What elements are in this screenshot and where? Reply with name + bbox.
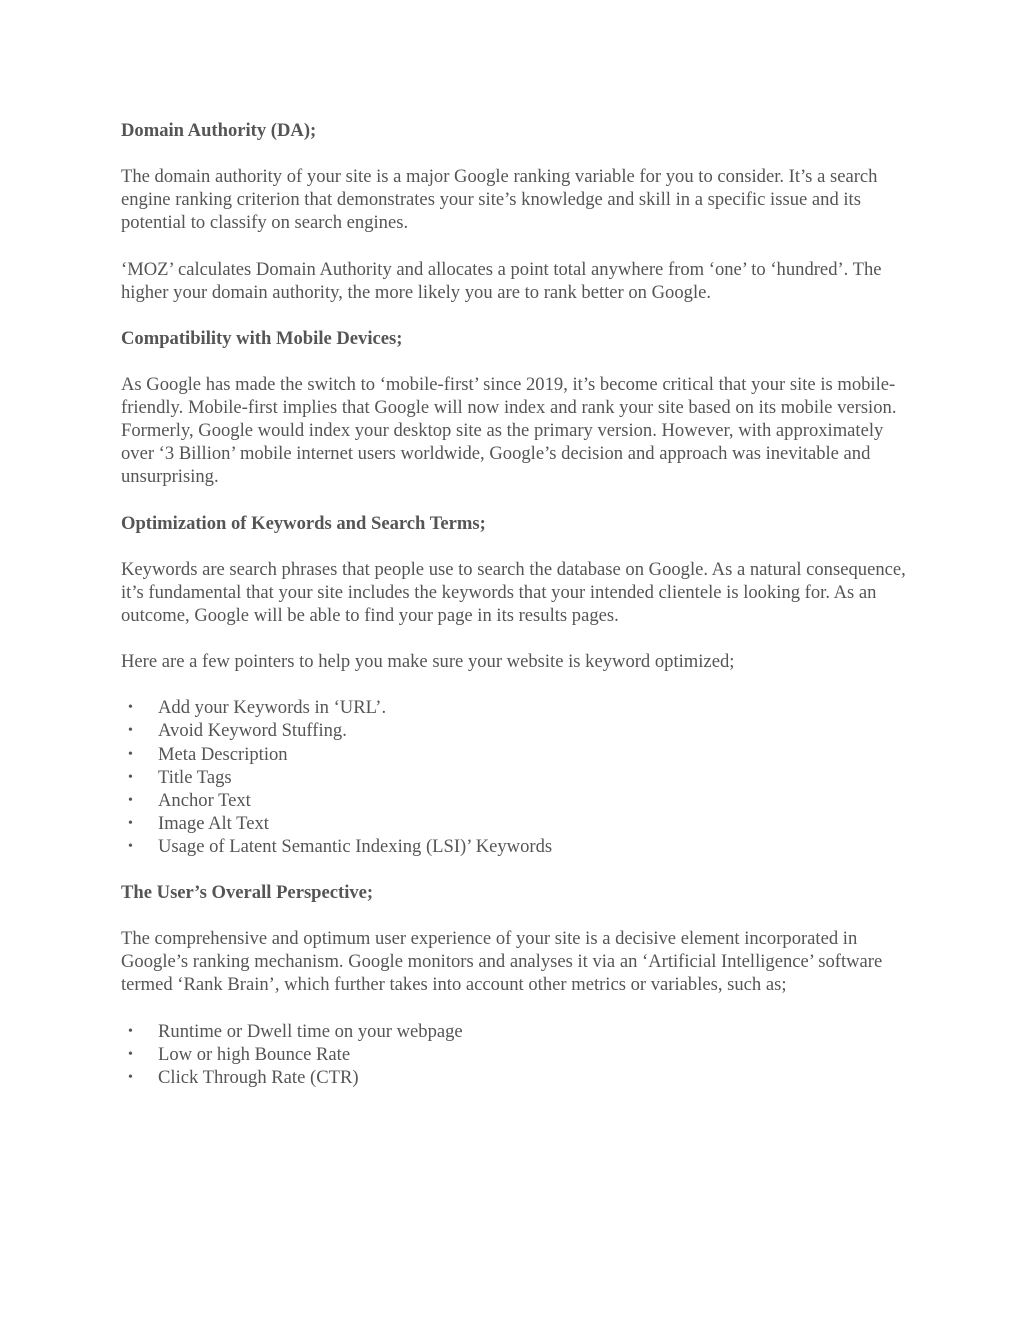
list-item xyxy=(121,812,911,835)
paragraph-moz-score: ‘MOZ’ calculates Domain Authority and allocates a point total anywhere from ‘one’ to ‘hundred’. The higher your domain authority, the more likely you are to rank better on Google. xyxy=(121,258,882,303)
paragraph-mobile-first: As Google has made the switch to ‘mobile-first’ since 2019, it’s become critical that your site is mobile-friendly. Mobile-first implies that Google will now index and rank your site based on its mobile version. Formerly, Google would index your desktop site as the primary version. However, with approximately over ‘3 Billion’ mobile internet users worldwide, Google’s decision and approach was inevitable and unsurprising. xyxy=(121,374,897,488)
list-item xyxy=(121,1043,911,1066)
list-item xyxy=(121,766,911,789)
bullet-icon: • xyxy=(128,746,133,762)
list-item xyxy=(121,696,911,719)
list-item xyxy=(121,835,911,858)
bullet-icon: • xyxy=(128,792,133,808)
list-item xyxy=(121,743,911,766)
bullet-icon: • xyxy=(128,700,133,716)
list-item-text: Click Through Rate (CTR) xyxy=(158,1066,359,1088)
paragraph-domain-authority-intro: The domain authority of your site is a major Google ranking variable for you to consider. It’s a search engine ranking criterion that demonstrates your site’s knowledge and skill in a specific issue and its potential to classify on search engines. xyxy=(121,166,878,234)
bullet-icon: • xyxy=(128,1046,133,1062)
keyword-tips-list xyxy=(121,696,911,858)
list-item-text: Low or high Bounce Rate xyxy=(158,1043,351,1065)
list-item-text: Meta Description xyxy=(158,743,288,765)
list-item-text: Image Alt Text xyxy=(158,812,269,834)
user-metrics-list xyxy=(121,1020,911,1089)
list-item-text: Add your Keywords in ‘URL’. xyxy=(158,697,387,719)
bullet-icon: • xyxy=(128,838,133,854)
list-item xyxy=(121,789,911,812)
bullet-icon: • xyxy=(128,815,133,831)
paragraph-keywords-pointers: Here are a few pointers to help you make sure your website is keyword optimized; xyxy=(121,651,735,673)
paragraph-user-experience: The comprehensive and optimum user experience of your site is a decisive element incorporated in Google’s ranking mechanism. Google monitors and analyses it via an ‘Artificial Intelligence’ software termed ‘Rank Brain’, which further takes into account other metrics or variables, such as; xyxy=(121,928,883,996)
list-item-text: Title Tags xyxy=(158,766,232,788)
list-item xyxy=(121,719,911,742)
heading-domain-authority: Domain Authority (DA); xyxy=(121,120,317,141)
heading-keyword-optimization: Optimization of Keywords and Search Terms; xyxy=(121,512,486,534)
bullet-icon: • xyxy=(128,1023,133,1039)
bullet-icon: • xyxy=(128,1069,133,1085)
list-item xyxy=(121,1020,911,1043)
heading-user-perspective: The User’s Overall Perspective; xyxy=(121,882,374,904)
bullet-icon: • xyxy=(128,723,133,739)
document-page xyxy=(121,119,911,1112)
bullet-icon: • xyxy=(128,769,133,785)
list-item xyxy=(121,1066,911,1089)
list-item-text: Avoid Keyword Stuffing. xyxy=(158,720,347,742)
list-item-text: Anchor Text xyxy=(158,789,251,811)
heading-mobile-compatibility: Compatibility with Mobile Devices; xyxy=(121,327,403,349)
list-item-text: Runtime or Dwell time on your webpage xyxy=(158,1020,463,1042)
list-item-text: Usage of Latent Semantic Indexing (LSI)’ Keywords xyxy=(158,835,553,857)
paragraph-keywords-intro: Keywords are search phrases that people use to search the database on Google. As a natural consequence, it’s fundamental that your site includes the keywords that your intended clientele is looking for. As an outcome, Google will be able to find your page in its results pages. xyxy=(121,558,906,626)
